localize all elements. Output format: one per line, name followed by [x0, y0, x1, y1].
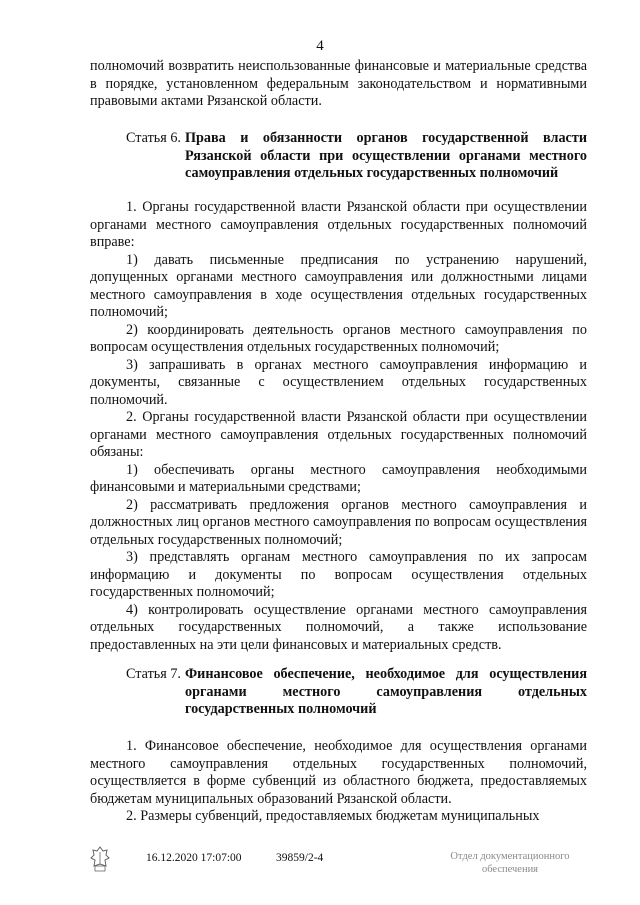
paragraph: 2. Размеры субвенций, предоставляемых бюджетам муниципальных — [126, 808, 540, 824]
article-7-title: Финансовое обеспечение, необходимое для осуществления органами местного самоуправления отдельных государственных полномочий — [185, 666, 587, 717]
paragraph: 1) обеспечивать органы местного самоуправления необходимыми финансовыми и материальными средствами; — [90, 461, 587, 495]
article-7-body — [90, 738, 587, 826]
article-6-label: Статья 6. — [126, 130, 181, 146]
paragraph: полномочий возвратить неиспользованные финансовые и материальные средства в порядке, установленном федеральным законодательством и нормативными правовыми актами Рязанской области. — [90, 58, 587, 109]
stamp-line-1: Отдел документационного — [450, 851, 570, 862]
page-number: 4 — [316, 38, 324, 54]
paragraph: 2) координировать деятельность органов местного самоуправления по вопросам осуществления отдельных государственных полномочий; — [90, 321, 587, 355]
department-stamp — [435, 850, 585, 876]
top-paragraph-block — [90, 58, 587, 111]
paragraph: 2) рассматривать предложения органов местного самоуправления и должностных лиц органов местного самоуправления по вопросам осуществления отдельных государственных полномочий; — [90, 496, 587, 548]
footer-date: 16.12.2020 17:07:00 — [146, 852, 242, 864]
paragraph: 3) представлять органам местного самоуправления по их запросам информацию и документы по вопросам осуществления отдельных государственных полномочий; — [90, 549, 587, 600]
footer-doc-number: 39859/2-4 — [276, 852, 324, 864]
footer — [90, 850, 587, 880]
paragraph: 2. Органы государственной власти Рязанской области при осуществлении органами местного самоуправления отдельных государственных полномочий обязаны: — [90, 409, 587, 460]
article-7-label: Статья 7. — [126, 666, 181, 682]
paragraph: 1. Органы государственной власти Рязанской области при осуществлении органами местного самоуправления отдельных государственных полномочий вправе: — [90, 199, 587, 250]
paragraph: 1) давать письменные предписания по устранению нарушений, допущенных органами местного самоуправления или должностными лицами местного самоуправления в ходе осуществления отдельных государственных полномочий; — [90, 251, 587, 320]
article-7-heading — [90, 666, 587, 719]
paragraph: 3) запрашивать в органах местного самоуправления информацию и документы, связанные с осуществлением отдельных государственных полномочий. — [90, 356, 587, 408]
article-6-title: Права и обязанности органов государственной власти Рязанской области при осуществлении органами местного самоуправления отдельных государственных полномочий — [185, 130, 587, 181]
coat-of-arms-icon — [88, 844, 112, 874]
stamp-line-2: обеспечения — [481, 864, 539, 875]
paragraph: 1. Финансовое обеспечение, необходимое для осуществления органами местного самоуправления отдельных государственных полномочий, осуществляется в форме субвенций из областного бюджета, предоставляемых бюджетам муниципальных образований Рязанской области. — [90, 738, 587, 807]
article-6-heading — [90, 130, 587, 183]
article-6-body — [90, 199, 587, 654]
paragraph: 4) контролировать осуществление органами местного самоуправления отдельных государственных полномочий, а также использование предоставленных на эти цели финансовых и материальных средств. — [90, 601, 587, 653]
